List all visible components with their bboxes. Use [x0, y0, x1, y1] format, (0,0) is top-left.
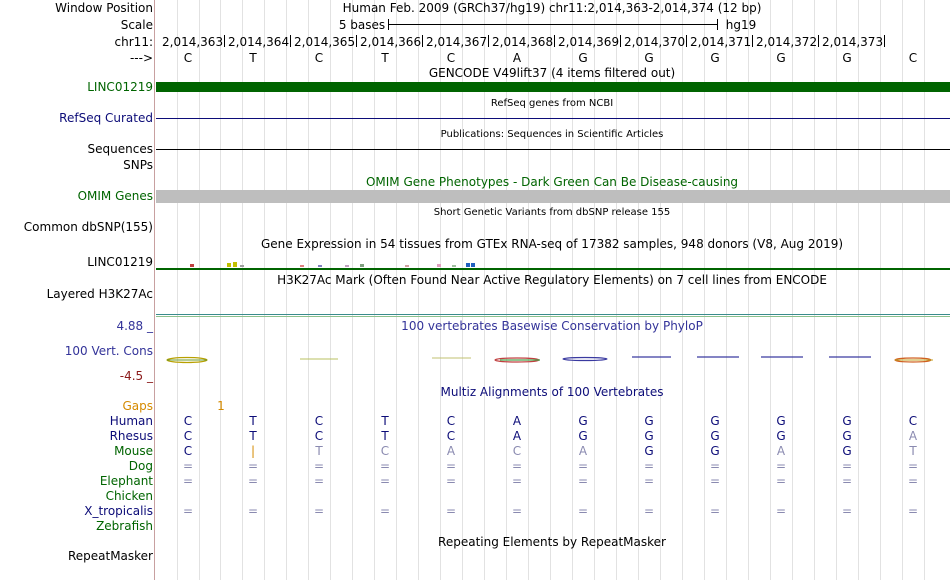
aligned-base: = [313, 474, 325, 488]
aligned-base: G [776, 429, 786, 443]
species-label[interactable]: Rhesus [109, 429, 153, 443]
cons-ymax-label: 4.88 _ [116, 319, 153, 333]
gtex-tissue-bar[interactable] [190, 264, 194, 267]
species-label[interactable]: Dog [128, 459, 153, 473]
aligned-base: = [379, 459, 391, 473]
coordinate-tick: 2,014,367 [422, 35, 487, 49]
aligned-base: = [511, 504, 523, 518]
gtex-tissue-bar[interactable] [345, 265, 349, 267]
scale-label: Scale [120, 18, 153, 32]
h3k27ac-track-title: H3K27Ac Mark (Often Found Near Active Regulatory Elements) on 7 cell lines from ENCODE [277, 273, 827, 287]
reference-base: G [578, 51, 588, 65]
refseq-track-label[interactable]: RefSeq Curated [59, 111, 153, 125]
aligned-base: C [446, 429, 456, 443]
cons-ymin-label: -4.5 _ [119, 369, 153, 383]
reference-base: C [314, 51, 324, 65]
aligned-base: G [644, 414, 654, 428]
refseq-track-title: RefSeq genes from NCBI [490, 98, 614, 109]
reference-base: T [249, 51, 257, 65]
aligned-base: = [907, 474, 919, 488]
snps-track-label[interactable]: SNPs [123, 158, 153, 172]
aligned-base: = [445, 504, 457, 518]
aligned-base: G [578, 414, 588, 428]
aligned-base: = [577, 474, 589, 488]
aligned-base: C [314, 429, 324, 443]
aligned-base: = [247, 504, 259, 518]
gtex-tissue-bar[interactable] [227, 263, 231, 267]
aligned-base: = [643, 474, 655, 488]
coordinate-tick: 2,014,363 [162, 35, 224, 49]
repeatmasker-track-label[interactable]: RepeatMasker [67, 549, 153, 563]
aligned-base: G [842, 429, 852, 443]
aligned-base: G [710, 429, 720, 443]
gtex-track-title: Gene Expression in 54 tissues from GTEx RNA-seq of 17382 samples, 948 donors (V8, Aug 2019) [260, 237, 844, 251]
gtex-tissue-bar[interactable] [471, 263, 475, 267]
species-label[interactable]: Elephant [99, 474, 153, 488]
gencode-gene-bar[interactable] [156, 82, 950, 92]
aligned-base: = [511, 459, 523, 473]
h3k27ac-signal-line[interactable] [156, 314, 950, 315]
cons-track-title: 100 vertebrates Basewise Conservation by PhyloP [401, 319, 703, 333]
gtex-tissue-bar[interactable] [405, 265, 409, 267]
gap-count[interactable]: 1 [217, 399, 225, 413]
gtex-tissue-bar[interactable] [360, 264, 364, 267]
coordinate-tick: 2,014,368 [488, 35, 553, 49]
aligned-base: C [183, 414, 193, 428]
coordinate-tick: 2,014,365 [290, 35, 355, 49]
h3k27ac-track-label[interactable]: Layered H3K27Ac [46, 287, 153, 301]
aligned-base: T [909, 444, 917, 458]
publications-track-label[interactable]: Sequences [87, 142, 153, 156]
aligned-base: C [380, 444, 390, 458]
gtex-track-label[interactable]: LINC01219 [87, 255, 153, 269]
aligned-base: = [379, 504, 391, 518]
dbsnp-track-title: Short Genetic Variants from dbSNP release 155 [433, 207, 671, 218]
aligned-base: T [249, 429, 257, 443]
aligned-base: | [250, 444, 256, 458]
multiz-track-title: Multiz Alignments of 100 Vertebrates [440, 385, 664, 399]
aligned-base: T [381, 429, 389, 443]
gencode-track-title: GENCODE V49lift37 (4 items filtered out) [428, 66, 676, 80]
reference-base: C [908, 51, 918, 65]
reference-base: T [381, 51, 389, 65]
omim-track-label[interactable]: OMIM Genes [77, 189, 153, 203]
coordinate-tick: 2,014,372 [752, 35, 817, 49]
position-title: Human Feb. 2009 (GRCh37/hg19) chr11:2,014,363-2,014,374 (12 bp) [342, 1, 762, 15]
aligned-base: C [908, 414, 918, 428]
aligned-base: A [908, 429, 918, 443]
publications-line[interactable] [156, 149, 950, 150]
species-label[interactable]: Mouse [114, 444, 153, 458]
aligned-base: A [512, 414, 522, 428]
aligned-base: C [446, 414, 456, 428]
coordinate-tick: 2,014,366 [356, 35, 421, 49]
aligned-base: = [313, 504, 325, 518]
omim-gene-bar[interactable] [156, 190, 950, 203]
species-label[interactable]: Human [109, 414, 153, 428]
gencode-track-label[interactable]: LINC01219 [87, 80, 153, 94]
aligned-base: = [577, 459, 589, 473]
coordinate-tick: 2,014,364 [224, 35, 289, 49]
aligned-base: C [183, 444, 193, 458]
aligned-base: = [445, 474, 457, 488]
cons-wiggle[interactable] [155, 340, 950, 380]
omim-track-title: OMIM Gene Phenotypes - Dark Green Can Be Disease-causing [365, 175, 739, 189]
aligned-base: A [776, 444, 786, 458]
cons-track-label[interactable]: 100 Vert. Cons [64, 344, 153, 358]
aligned-base: = [379, 474, 391, 488]
coordinate-tick: 2,014,369 [554, 35, 619, 49]
aligned-base: A [446, 444, 456, 458]
h3k27ac-signal-line-2[interactable] [156, 316, 950, 317]
aligned-base: = [643, 459, 655, 473]
aligned-base: G [842, 444, 852, 458]
gtex-tissue-bar[interactable] [466, 263, 470, 267]
reference-base: G [644, 51, 654, 65]
aligned-base: = [247, 474, 259, 488]
aligned-base: = [775, 474, 787, 488]
coordinate-tick: 2,014,373 [818, 35, 883, 49]
gtex-tissue-bar[interactable] [240, 265, 244, 267]
aligned-base: = [182, 504, 194, 518]
aligned-base: G [578, 429, 588, 443]
gtex-tissue-bar[interactable] [452, 265, 456, 267]
scale-bar-end [717, 19, 718, 30]
aligned-base: G [644, 429, 654, 443]
dbsnp-track-label[interactable]: Common dbSNP(155) [23, 220, 153, 234]
scale-text: 5 bases [338, 18, 386, 32]
gaps-label[interactable]: Gaps [122, 399, 153, 413]
assembly-label: hg19 [725, 18, 757, 32]
aligned-base: G [776, 414, 786, 428]
aligned-base: C [512, 444, 522, 458]
species-label[interactable]: Chicken [105, 489, 153, 503]
scale-bar [388, 24, 718, 25]
repeatmasker-track-title: Repeating Elements by RepeatMasker [438, 535, 666, 549]
gtex-tissue-bar[interactable] [318, 265, 322, 267]
aligned-base: C [314, 414, 324, 428]
aligned-base: = [313, 459, 325, 473]
gtex-tissue-bar[interactable] [437, 264, 441, 267]
aligned-base: = [577, 504, 589, 518]
gtex-tissue-bar[interactable] [233, 262, 237, 267]
refseq-gene-line[interactable] [156, 118, 950, 119]
aligned-base: = [182, 459, 194, 473]
aligned-base: A [578, 444, 588, 458]
aligned-base: = [841, 474, 853, 488]
gtex-gene-line[interactable] [156, 268, 950, 270]
aligned-base: = [907, 459, 919, 473]
aligned-base: = [511, 474, 523, 488]
coordinate-tick: 2,014,371 [686, 35, 751, 49]
aligned-base: = [709, 459, 721, 473]
aligned-base: G [710, 414, 720, 428]
aligned-base: G [710, 444, 720, 458]
aligned-base: = [775, 459, 787, 473]
chromosome-label: chr11: [114, 35, 153, 49]
reference-base: G [710, 51, 720, 65]
reference-base: G [776, 51, 786, 65]
reference-base: A [512, 51, 522, 65]
aligned-base: C [183, 429, 193, 443]
strand-label[interactable]: ---> [129, 51, 153, 65]
aligned-base: = [709, 474, 721, 488]
aligned-base: = [445, 459, 457, 473]
aligned-base: = [841, 459, 853, 473]
reference-base: C [446, 51, 456, 65]
aligned-base: = [182, 474, 194, 488]
coordinate-tick: 2,014,370 [620, 35, 685, 49]
aligned-base: A [512, 429, 522, 443]
window-position-label: Window Position [55, 1, 153, 15]
aligned-base: = [775, 504, 787, 518]
aligned-base: = [643, 504, 655, 518]
aligned-base: G [842, 414, 852, 428]
aligned-base: = [709, 504, 721, 518]
species-label[interactable]: X_tropicalis [84, 504, 153, 518]
coordinate-tick [884, 35, 888, 49]
reference-base: C [183, 51, 193, 65]
aligned-base: = [247, 459, 259, 473]
gtex-tissue-bar[interactable] [300, 265, 304, 267]
aligned-base: T [249, 414, 257, 428]
scale-bar-start [388, 19, 389, 30]
aligned-base: = [907, 504, 919, 518]
aligned-base: T [315, 444, 323, 458]
reference-base: G [842, 51, 852, 65]
species-label[interactable]: Zebrafish [96, 519, 153, 533]
aligned-base: G [644, 444, 654, 458]
publications-track-title: Publications: Sequences in Scientific Articles [440, 129, 664, 140]
aligned-base: = [841, 504, 853, 518]
aligned-base: T [381, 414, 389, 428]
